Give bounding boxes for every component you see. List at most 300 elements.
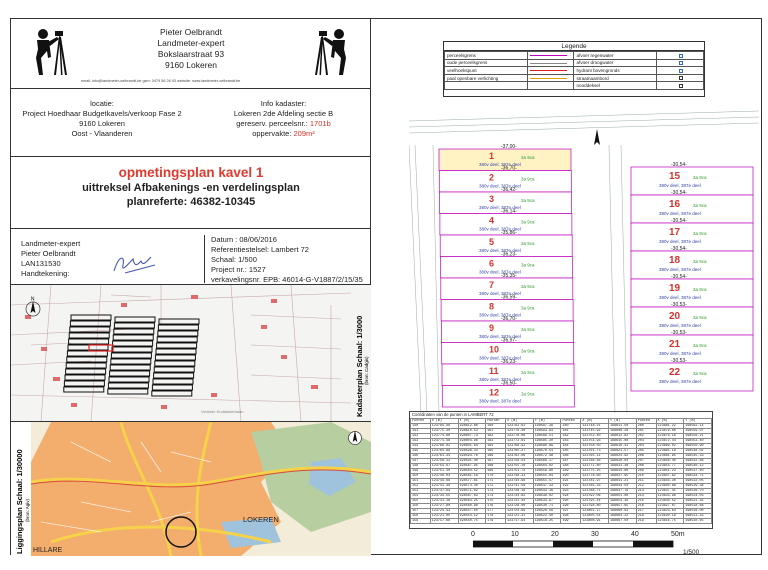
lot-parcel — [631, 279, 753, 307]
coordinate-cell: 198537.40 — [684, 469, 712, 474]
lot-area: 3a 9ca — [521, 391, 535, 397]
legend-symbol — [527, 52, 574, 60]
coordinate-cell: 123616.75 — [656, 519, 684, 524]
coordinate-cell: 198604.98 — [458, 439, 486, 444]
coordinate-cell: 168 — [486, 464, 506, 469]
legend-title: Legende — [444, 42, 704, 51]
coordinate-cell: 123744.96 — [506, 479, 534, 484]
scale-tick-label: 40 — [631, 531, 639, 538]
signer-info — [21, 239, 80, 279]
coordinate-cell: 181 — [561, 429, 581, 434]
coordinate-cell: 155 — [411, 499, 431, 504]
project-name: Project Hoedhaar Budgetkavels/verkoop Fase 2 — [22, 109, 182, 118]
line-symbol-icon — [530, 70, 567, 71]
coordinate-cell: 198 — [561, 514, 581, 519]
cadastral-lot — [157, 337, 197, 342]
lot-width-label: -36,23- — [501, 251, 517, 258]
coordinate-cell: 191 — [561, 479, 581, 484]
plan-sheet — [10, 18, 762, 555]
lot-area: 3a 9ca — [693, 287, 707, 292]
coordinate-cell: 198576.54 — [533, 449, 561, 454]
lot-area: 3a 9ca — [521, 284, 535, 289]
coordinate-cell: 123778.60 — [581, 474, 609, 479]
coordinate-cell: 144 — [411, 444, 431, 449]
coordinate-cell: 123775.30 — [430, 429, 458, 434]
coordinate-cell: 123782.61 — [506, 424, 534, 429]
legend-label: afvoer droogwater — [574, 59, 657, 67]
surveyor-city: 9160 Lokeren — [165, 60, 217, 70]
coordinate-cell: 123765.37 — [506, 449, 534, 454]
meta-subdivision: verkavelingsnr. EPB: 46014-G-V1887/2/15/35 — [211, 275, 363, 284]
coordinate-cell: 198664.22 — [608, 514, 636, 519]
coordinate-cell: 123721.31 — [506, 514, 534, 519]
coordinates-grid — [410, 418, 712, 524]
coordinate-cell: 198551.47 — [533, 479, 561, 484]
coordinate-cell: 198562.14 — [684, 424, 712, 429]
coordinate-cell: 198555.64 — [533, 474, 561, 479]
lot-parcel — [631, 363, 753, 391]
cadastral-map-drawing — [11, 285, 351, 422]
coordinate-cell: 123654.77 — [656, 464, 684, 469]
coordinate-cell: 198553.40 — [684, 439, 712, 444]
coordinate-cell: 123647.82 — [656, 474, 684, 479]
coordinate-cell: 153 — [411, 489, 431, 494]
coordinate-cell: 157 — [411, 509, 431, 514]
coordinate-cell: 198624.92 — [608, 454, 636, 459]
coordinate-cell: 123728.06 — [506, 504, 534, 509]
coordinate-cell: 213 — [636, 489, 656, 494]
coordinate-cell: 159 — [411, 519, 431, 524]
coordinate-cell: 198543.16 — [533, 489, 561, 494]
coordinate-cell: 179 — [486, 519, 506, 524]
legend-row — [445, 67, 704, 75]
cadastral-lot — [108, 383, 148, 388]
scale-tick-label: 30 — [591, 531, 599, 538]
coordinate-cell: 214 — [636, 494, 656, 499]
legend-table — [444, 51, 704, 90]
cadastral-lot — [110, 371, 150, 376]
legend-symbol — [657, 67, 704, 75]
cadastral-lot — [113, 341, 153, 346]
point-symbol-icon — [679, 84, 683, 88]
coordinate-cell: 207 — [636, 459, 656, 464]
plan-subtitle: uittreksel Afbakenings -en verdelingsplan — [82, 182, 300, 194]
coordinate-cell: 123798.80 — [581, 504, 609, 509]
coordinate-cell: 198513.33 — [684, 514, 712, 519]
cadastral-lot — [110, 365, 150, 370]
lot-number: 2 — [489, 172, 495, 183]
coordinate-cell: 198571.02 — [458, 489, 486, 494]
coordinates-header-cell: Punten — [486, 419, 506, 424]
coordinate-cell: 219 — [636, 519, 656, 524]
lot-width-label: -30,54- — [671, 274, 687, 280]
map-hamlet-label: HILLARE — [33, 547, 63, 554]
coordinate-cell: 198657.65 — [608, 504, 636, 509]
coordinate-cell: 178 — [486, 514, 506, 519]
parcel-value: 1701b — [309, 119, 331, 128]
coordinate-cell: 123768.46 — [581, 459, 609, 464]
coordinate-cell: 186 — [561, 454, 581, 459]
subdivision-plan — [409, 109, 759, 413]
plan-metadata — [204, 235, 363, 283]
signature-block — [11, 229, 371, 285]
coordinate-cell: 123651.23 — [656, 469, 684, 474]
coordinate-cell: 180 — [561, 424, 581, 429]
coordinate-cell: 200 — [636, 424, 656, 429]
lot-parcels: 380v deel, 387e deel — [479, 334, 521, 339]
coordinate-cell: 163 — [486, 439, 506, 444]
coordinate-cell: 198654.36 — [608, 499, 636, 504]
cadastral-lot — [114, 323, 154, 328]
coordinate-cell: 123745.92 — [581, 429, 609, 434]
coordinates-header-cell: Punten — [411, 419, 431, 424]
lot-number: 20 — [669, 311, 681, 322]
coordinate-cell: 123721.05 — [430, 514, 458, 519]
coordinate-cell: 123761.34 — [430, 454, 458, 459]
location-scale-label: Liggingsplan Schaal: 1/30000 — [15, 449, 24, 554]
area-value: 209m² — [293, 129, 315, 138]
lot-area: 3a 9ca — [693, 203, 707, 208]
parcel-number — [201, 119, 366, 129]
coordinate-cell: 204 — [636, 444, 656, 449]
coordinate-cell: 198516.00 — [684, 509, 712, 514]
coordinate-cell: 198567.63 — [458, 494, 486, 499]
meta-date: Datum : 08/06/2016 — [211, 235, 277, 244]
coordinate-cell: 123764.88 — [430, 449, 458, 454]
coordinate-cell: 123620.19 — [656, 514, 684, 519]
coordinate-cell: 123741.30 — [430, 484, 458, 489]
lot-width-label: -36,70- — [501, 165, 517, 172]
coordinate-cell: 123724.43 — [430, 509, 458, 514]
line-symbol-icon — [530, 55, 567, 56]
lot-width-label: -30,54- — [671, 190, 687, 196]
lot-number: 4 — [489, 215, 495, 226]
area-label: oppervakte: — [252, 129, 292, 138]
coordinate-cell: 184 — [561, 444, 581, 449]
signer-role: Landmeter-expert — [21, 239, 81, 248]
coordinate-cell: 143 — [411, 439, 431, 444]
coordinate-cell: 123752.40 — [581, 434, 609, 439]
coordinate-cell: 198597.38 — [533, 424, 561, 429]
lot-area: 3a 9ca — [693, 315, 707, 320]
coordinate-cell: 123758.12 — [430, 459, 458, 464]
lot-parcels: 380v deel, 387e deel — [659, 183, 701, 188]
lot-width-label: -36,50- — [501, 380, 517, 387]
legend-symbol — [657, 74, 704, 82]
legend-row — [445, 59, 704, 67]
map-town-label: LOKEREN — [243, 515, 279, 524]
coordinate-cell: 198607.73 — [458, 434, 486, 439]
signature-label: Handtekening: — [21, 269, 70, 278]
legend-symbol — [527, 82, 574, 90]
lot-parcels: 380v deel, 387e deel — [479, 377, 521, 382]
lot-parcels: 380v deel, 387e deel — [659, 379, 701, 384]
coordinate-cell: 198539.02 — [533, 494, 561, 499]
legend-label: oude perceelsgrens — [445, 59, 528, 67]
lot-width-label: -30,54- — [671, 218, 687, 224]
coordinate-cell: 123776.08 — [506, 434, 534, 439]
lot-number: 10 — [489, 344, 500, 355]
coordinate-cell: 198564.02 — [533, 464, 561, 469]
coordinate-cell: 123727.80 — [430, 504, 458, 509]
lot-parcel — [442, 386, 574, 408]
lot-parcels: 380v deel, 387e deel — [659, 351, 701, 356]
scale-bar — [473, 531, 713, 555]
coordinate-cell: 198580.89 — [533, 444, 561, 449]
lot-number: 21 — [669, 339, 681, 350]
coordinates-table — [409, 411, 713, 529]
coordinate-cell: 123779.40 — [506, 429, 534, 434]
coordinate-cell: 198521.35 — [684, 499, 712, 504]
scale-tick-label: 20 — [551, 531, 559, 538]
coordinate-cell: 198557.50 — [458, 509, 486, 514]
coordinate-cell: 123748.21 — [581, 424, 609, 429]
coordinate-cell: 123748.03 — [430, 474, 458, 479]
coordinate-cell: 198585.30 — [533, 439, 561, 444]
coordinate-cell: 198550.90 — [684, 444, 712, 449]
lot-area: 3a 9ca — [693, 371, 707, 376]
coordinate-cell: 198572.48 — [533, 454, 561, 459]
signer-name: Pieter Oelbrandt — [21, 249, 76, 258]
coordinate-cell: 198522.40 — [533, 514, 561, 519]
location-source: (bron: Agiv) — [25, 498, 30, 522]
coordinate-cell: 217 — [636, 509, 656, 514]
cadastral-lot — [70, 321, 110, 326]
coordinate-cell: 215 — [636, 499, 656, 504]
coordinate-cell: 123751.40 — [430, 469, 458, 474]
lot-parcel — [631, 195, 753, 223]
coordinate-cell: 123731.44 — [506, 499, 534, 504]
coordinate-cell: 123788.71 — [581, 489, 609, 494]
cadastral-lot — [66, 369, 106, 374]
lot-number: 16 — [669, 199, 681, 210]
lot-parcels: 380v deel, 387e deel — [659, 267, 701, 272]
coordinate-cell: 162 — [486, 434, 506, 439]
coordinate-cell: 198529.38 — [684, 484, 712, 489]
coordinate-cell: 189 — [561, 469, 581, 474]
surveyor-name: Pieter Oelbrandt — [160, 27, 222, 37]
lot-parcels: 380v deel, 387e deel — [659, 295, 701, 300]
coordinate-cell: 123768.92 — [506, 444, 534, 449]
lot-parcels: 380v deel, 387e deel — [479, 269, 521, 275]
cadastral-lot — [154, 367, 194, 372]
coordinate-cell: 198526.56 — [533, 509, 561, 514]
lot-number: 8 — [489, 301, 495, 312]
coordinate-cell: 123762.06 — [506, 454, 534, 459]
lot-number: 7 — [489, 280, 495, 290]
legend-symbol — [527, 59, 574, 67]
lot-area: 3a 9ca — [693, 175, 707, 180]
coordinate-cell: 198542.86 — [684, 459, 712, 464]
coordinate-cell: 198530.71 — [533, 504, 561, 509]
coordinate-cell: 198560.88 — [458, 504, 486, 509]
coordinate-cell: 198628.04 — [608, 459, 636, 464]
lot-parcels: 380v deel, 387e deel — [479, 248, 521, 253]
lot-parcel — [631, 167, 753, 195]
location-map-drawing — [11, 422, 371, 556]
coordinate-cell: 171 — [486, 479, 506, 484]
handwritten-signature — [111, 251, 159, 277]
coordinate-cell: 123765.11 — [581, 454, 609, 459]
coordinate-cell: 198581.18 — [458, 474, 486, 479]
coordinate-cell: 123744.69 — [430, 479, 458, 484]
cadastral-lot — [158, 331, 198, 336]
coordinate-cell: 198587.95 — [458, 464, 486, 469]
coordinates-header-cell: Y (m) — [608, 419, 636, 424]
legend-label — [445, 82, 528, 90]
coordinates-header-cell: X (m) — [656, 419, 684, 424]
coordinate-cell: 198660.93 — [608, 509, 636, 514]
coordinate-cell: 198591.40 — [458, 459, 486, 464]
lot-grid — [64, 315, 199, 396]
coordinate-cell: 169 — [486, 469, 506, 474]
coordinate-cell: 198559.80 — [533, 469, 561, 474]
coordinate-cell: 123741.58 — [506, 484, 534, 489]
coordinate-cell: 160 — [486, 424, 506, 429]
coordinate-cell: 177 — [486, 509, 506, 514]
coordinate-cell: 198589.51 — [533, 434, 561, 439]
coordinate-cell: 198556.21 — [684, 434, 712, 439]
coordinate-cell: 210 — [636, 474, 656, 479]
lot-width-label: -35,86- — [501, 230, 517, 236]
cadastral-lot — [71, 315, 111, 320]
coordinate-cell: 123738.19 — [506, 489, 534, 494]
coordinate-cell: 198615.08 — [608, 439, 636, 444]
surveyor-street: Bokslaarstraat 93 — [157, 49, 225, 59]
coordinate-cell: 151 — [411, 479, 431, 484]
north-arrow-icon — [26, 297, 40, 317]
coordinate-cell: 145 — [411, 449, 431, 454]
lot-area: 3a 9ca — [693, 231, 707, 236]
coordinate-cell: 142 — [411, 434, 431, 439]
coordinate-cell: 123724.69 — [506, 509, 534, 514]
coordinate-cell: 123784.96 — [430, 424, 458, 429]
coordinate-cell: 123717.68 — [430, 519, 458, 524]
coordinate-cell: 198637.95 — [608, 474, 636, 479]
plan-reference: planreferte: 46382-10345 — [126, 196, 256, 208]
lot-number: 11 — [489, 366, 499, 376]
cadastral-lot — [67, 351, 107, 356]
lot-width-label: -36,23- — [501, 359, 517, 365]
coordinate-cell: 198574.40 — [458, 484, 486, 489]
coordinate-cell: 123734.82 — [506, 494, 534, 499]
coordinate-cell: 123627.07 — [656, 504, 684, 509]
coordinate-cell: 198601.64 — [458, 444, 486, 449]
coordinate-cell: 198510.65 — [684, 519, 712, 524]
coordinate-cell: 202 — [636, 434, 656, 439]
coordinate-cell: 198568.17 — [533, 459, 561, 464]
cadastral-lot — [115, 317, 155, 322]
coordinate-cell: 123792.06 — [581, 494, 609, 499]
coordinate-cell: 198594.76 — [458, 454, 486, 459]
coordinate-cell: 206 — [636, 454, 656, 459]
lot-area: 3a 9ca — [521, 219, 535, 225]
signer-lan: LAN131530 — [21, 259, 61, 268]
cadastral-lot — [113, 335, 153, 340]
header-block — [11, 19, 371, 89]
coordinate-cell: 123665.18 — [656, 449, 684, 454]
contact-line: email: info@landmeter-oelbrandt.be gsm: 0479 56 26 93 website: www.landmeter-oelbrandt.be — [81, 79, 241, 83]
coordinate-cell: 154 — [411, 494, 431, 499]
lot-parcel — [631, 223, 753, 251]
cadastre-block — [201, 99, 366, 139]
cadastral-lot — [157, 343, 197, 348]
lot-width-label: -36,70- — [501, 316, 517, 322]
coordinate-cell: 123633.96 — [656, 494, 684, 499]
lot-width-label: -35,35- — [501, 273, 517, 279]
coordinate-cell: 123755.10 — [506, 464, 534, 469]
cadastral-lot — [155, 355, 195, 360]
lot-parcel — [631, 307, 753, 335]
point-symbol-icon — [679, 61, 683, 65]
coordinate-cell: 123795.44 — [581, 499, 609, 504]
coordinate-cell: 198621.57 — [608, 449, 636, 454]
cadastre-section: Lokeren 2de Afdeling sectie B — [233, 109, 334, 118]
line-symbol-icon — [530, 78, 567, 79]
coordinate-cell: 216 — [636, 504, 656, 509]
coordinate-cell: 140 — [411, 424, 431, 429]
cadastral-map — [11, 285, 371, 422]
location-map — [11, 422, 371, 556]
coordinate-cell: 182 — [561, 434, 581, 439]
point-symbol-icon — [679, 76, 683, 80]
coordinates-header-cell: X (m) — [581, 419, 609, 424]
location-block — [17, 99, 187, 139]
coordinate-cell: 172 — [486, 484, 506, 489]
coordinate-cell: 123681.22 — [656, 424, 684, 429]
coordinate-cell: 123640.88 — [656, 484, 684, 489]
surveyor-role: Landmeter-expert — [157, 38, 225, 48]
coordinate-cell: 123802.17 — [581, 509, 609, 514]
coordinate-cell: 198577.81 — [458, 479, 486, 484]
coordinate-cell: 198641.21 — [608, 479, 636, 484]
coordinate-cell: 198518.68 — [684, 504, 712, 509]
coordinate-cell: 123758.54 — [506, 459, 534, 464]
coordinate-cell: 194 — [561, 494, 581, 499]
lot-number: 18 — [669, 255, 681, 266]
svg-text:N: N — [30, 296, 35, 303]
coordinate-cell: 167 — [486, 459, 506, 464]
coordinate-cell: 198559.07 — [684, 429, 712, 434]
meta-reference-system: Referentiestelsel: Lambert 72 — [211, 245, 309, 254]
coordinates-header-cell: Y (m) — [458, 419, 486, 424]
coordinate-cell: 198584.52 — [458, 469, 486, 474]
scale-tick-label: 10 — [511, 531, 519, 538]
lot-number: 3 — [489, 194, 495, 204]
surveyor-icon — [311, 25, 361, 77]
coordinate-cell: 123630.52 — [656, 499, 684, 504]
cadastral-lot — [64, 387, 104, 392]
coordinate-cell: 198610.53 — [458, 429, 486, 434]
cadastral-lot — [112, 347, 152, 352]
coordinate-cell: 123781.97 — [581, 479, 609, 484]
cadastral-lot — [152, 385, 192, 390]
scale-ratio: 1/500 — [683, 549, 700, 556]
coordinate-cell: 123771.80 — [581, 464, 609, 469]
point-symbol-icon — [679, 54, 683, 58]
coordinate-cell: 198634.66 — [608, 469, 636, 474]
lot-parcels: 380v deel, 387e deel — [659, 239, 701, 244]
coordinate-cell: 198545.33 — [684, 454, 712, 459]
subdivision-plan-drawing — [409, 109, 759, 413]
coordinate-cell: 198651.08 — [608, 494, 636, 499]
legend-symbol — [657, 82, 704, 90]
coordinate-cell: 198611.50 — [608, 424, 636, 429]
cadastral-lot — [66, 363, 106, 368]
cadastral-lot — [111, 359, 151, 364]
coordinate-cell: 123785.33 — [581, 484, 609, 489]
coordinate-cell: 123731.18 — [430, 499, 458, 504]
